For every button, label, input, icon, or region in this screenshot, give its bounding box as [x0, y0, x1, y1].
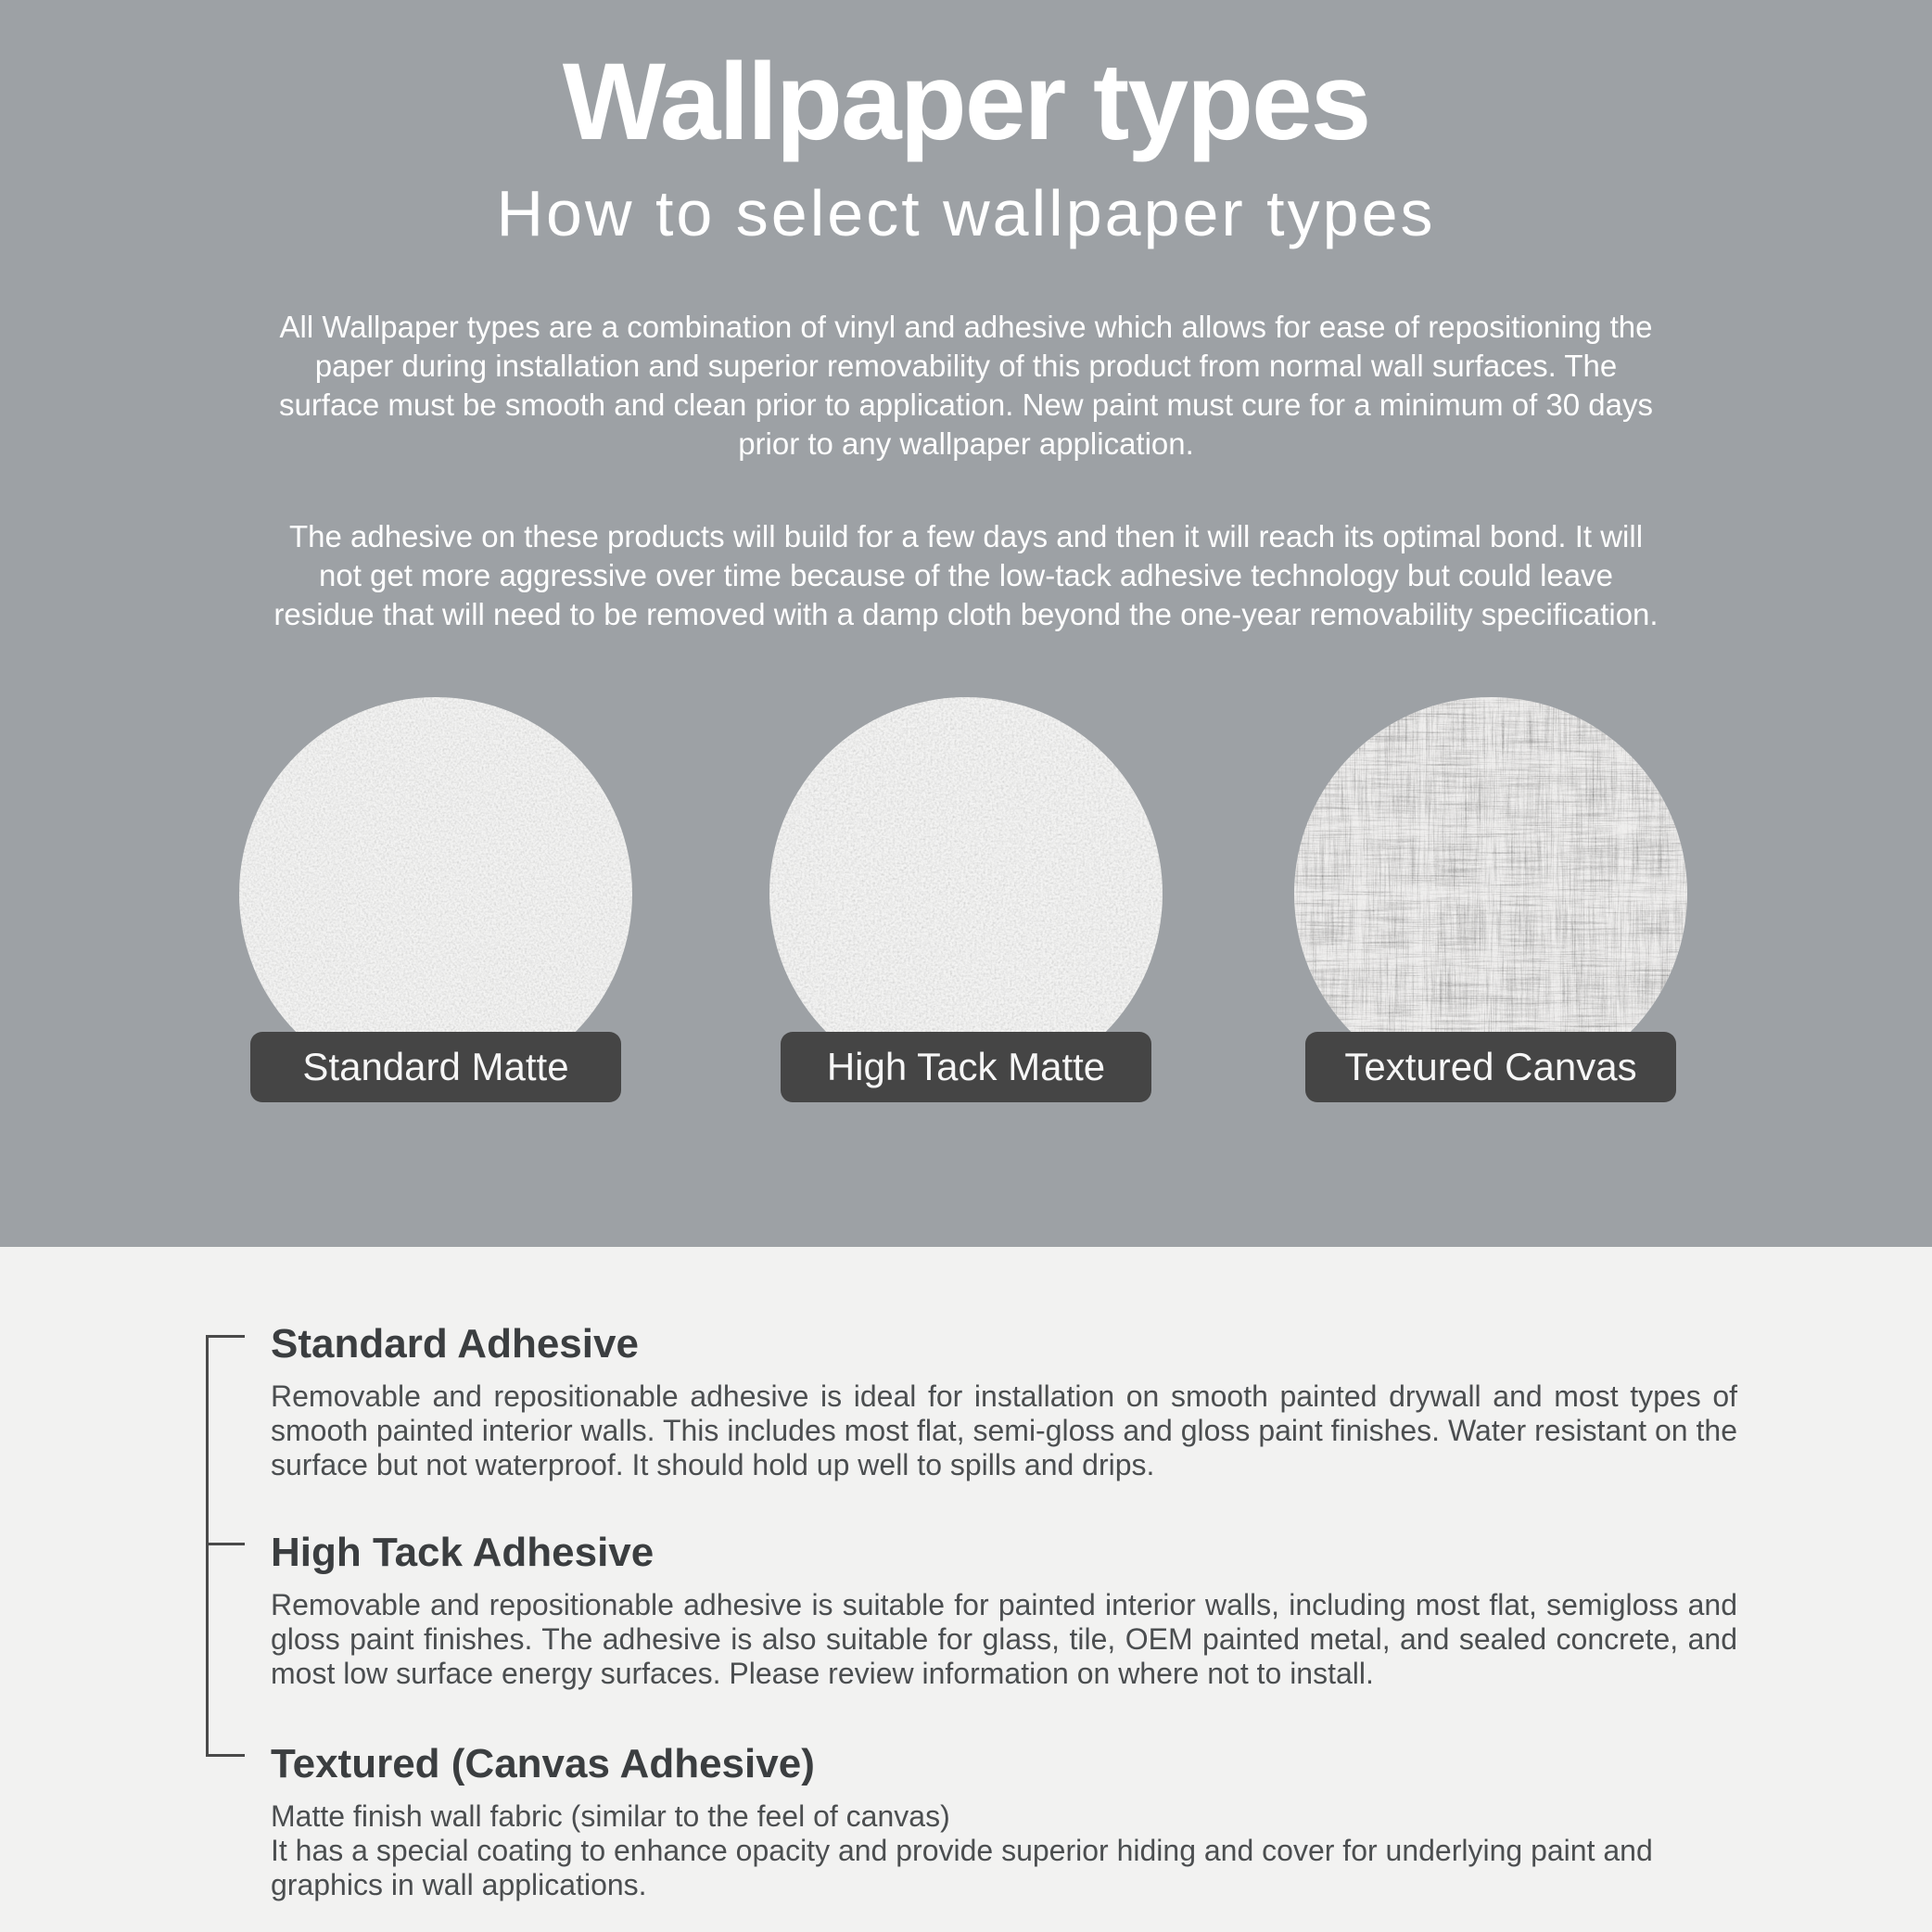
- bracket-vertical-line: [206, 1335, 209, 1757]
- sample-label-text: High Tack Matte: [826, 1045, 1106, 1088]
- bracket-tick-high-tack: [206, 1543, 245, 1545]
- sample-label-standard-matte: [250, 1032, 621, 1102]
- sample-label-textured-canvas: [1305, 1032, 1676, 1102]
- section-heading-standard-adhesive: Standard Adhesive: [271, 1321, 639, 1366]
- section-body-line-1: Matte finish wall fabric (similar to the feel of canvas): [271, 1799, 950, 1833]
- section-body-standard-adhesive: Removable and repositionable adhesive is ideal for installation on smooth painted drywall and most types of smooth painted interior walls. This includes most flat, semi-gloss and gloss paint finishes. Water resistant on the surface but not waterproof. It should hold up well to spills and drips.: [271, 1379, 1737, 1481]
- bracket-tick-standard: [206, 1335, 245, 1338]
- section-body-high-tack-adhesive: Removable and repositionable adhesive is suitable for painted interior walls, including most flat, semigloss and gloss paint finishes. The adhesive is also suitable for glass, tile, OEM painted metal, and sealed concrete, and most low surface energy surfaces. Please review information on where not to install.: [271, 1588, 1737, 1690]
- intro-paragraph-1: All Wallpaper types are a combination of vinyl and adhesive which allows for ease of repositioning the paper during installation and superior removability of this product from normal wall surfaces. The surface must be smooth and clean prior to application. New paint must cure for a minimum of 30 days prior to any wallpaper application.: [278, 310, 1654, 461]
- bracket-tick-textured: [206, 1754, 245, 1757]
- page-title: Wallpaper types: [562, 41, 1370, 163]
- sample-label-high-tack-matte: [781, 1032, 1151, 1102]
- section-body-line-2: It has a special coating to enhance opacity and provide superior hiding and cover for underlying paint and graphics in wall applications.: [271, 1834, 1653, 1901]
- intro-paragraph-2: The adhesive on these products will build for a few days and then it will reach its optimal bond. It will not get more aggressive over time because of the low-tack adhesive technology but could leave residue that will need to be removed with a damp cloth beyond the one-year removability specification.: [273, 519, 1659, 631]
- sample-label-text: Textured Canvas: [1344, 1045, 1637, 1088]
- sample-label-text: Standard Matte: [302, 1045, 569, 1088]
- section-heading-textured-canvas-adhesive: Textured (Canvas Adhesive): [271, 1741, 815, 1786]
- section-body-textured-canvas-adhesive: [271, 1799, 1737, 1902]
- page-subtitle: How to select wallpaper types: [496, 177, 1436, 249]
- section-heading-high-tack-adhesive: High Tack Adhesive: [271, 1530, 655, 1575]
